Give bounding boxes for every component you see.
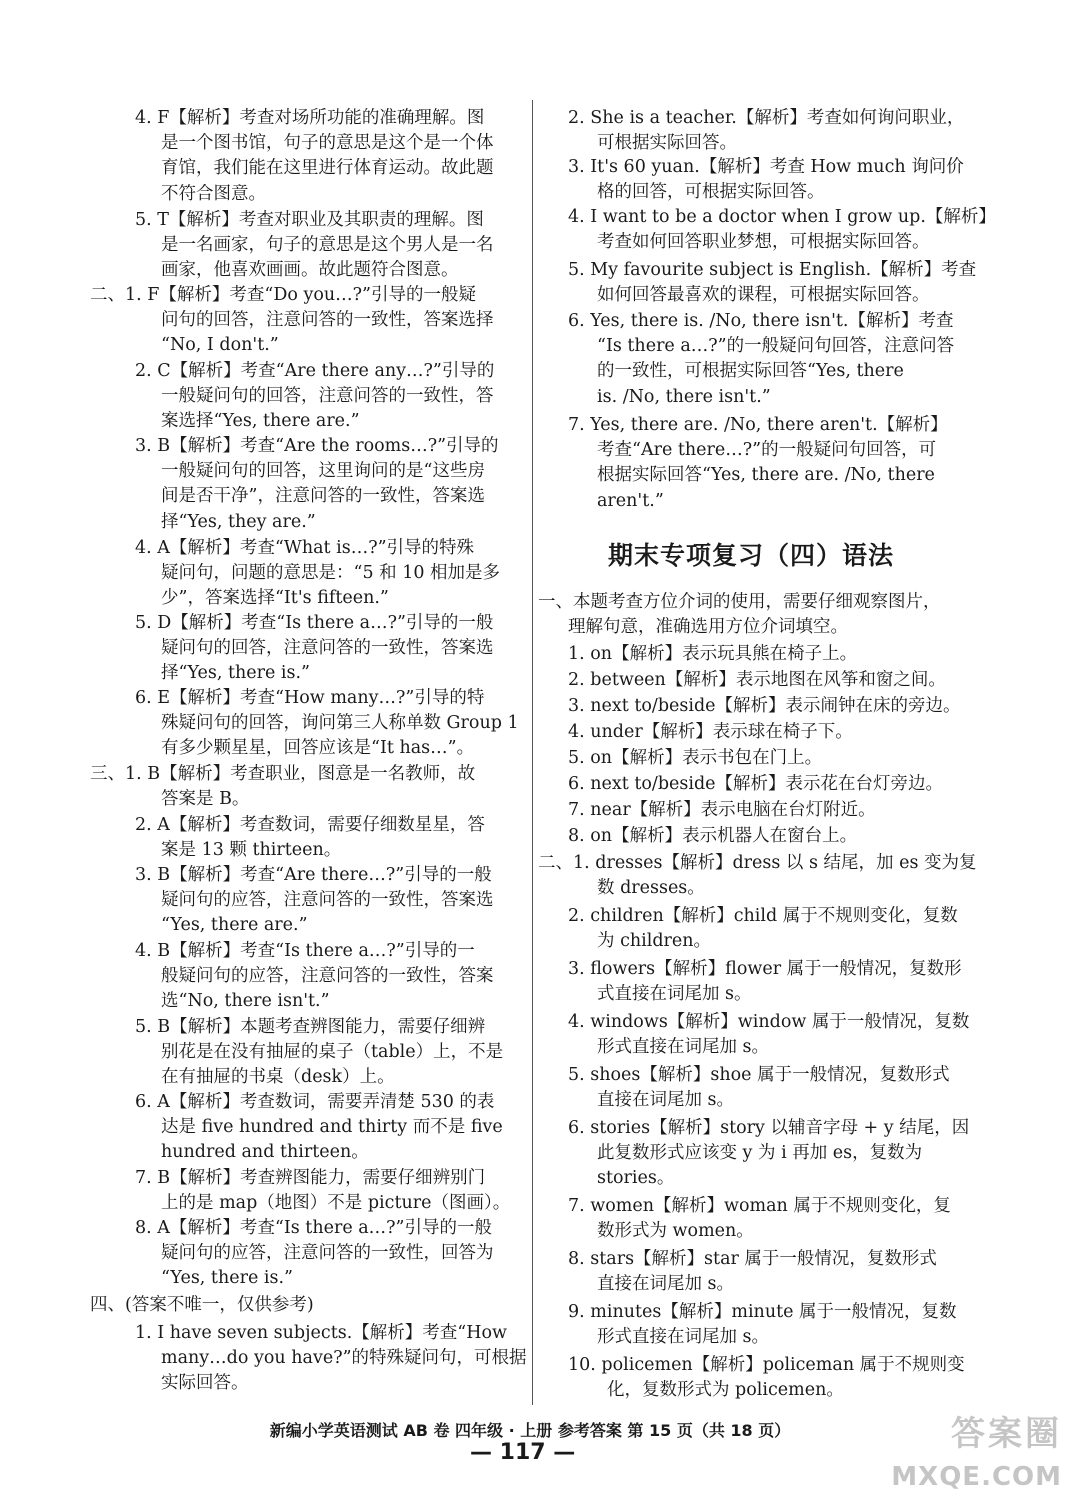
text-line: 4. F【解析】考查对场所功能的准确理解。图 (135, 108, 485, 128)
grammar-answer-item (568, 1063, 950, 1113)
grammar-answer-item (568, 1300, 957, 1350)
answer-item (568, 413, 948, 514)
answer-item (135, 1090, 503, 1166)
grammar-answer-item (568, 798, 876, 823)
text-line: 疑问句的应答，注意问答的一致性，答案选 (161, 890, 494, 911)
text-line: 二、1. F【解析】考查“Do you…?”引导的一般疑 (90, 285, 476, 305)
page-number: — 117 — (470, 1440, 576, 1465)
text-line: 5. D【解析】考查“Is there a…?”引导的一般 (135, 613, 494, 633)
text-line: 根据实际回答“Yes, there are. /No, there (597, 465, 935, 486)
answer-item (568, 258, 976, 308)
text-line: 3. B【解析】考查“Are there…?”引导的一般 (135, 865, 492, 885)
text-line: 育馆，我们能在这里进行体育运动。故此题 (161, 158, 494, 179)
grammar-answer-item (568, 746, 822, 771)
text-line: 疑问句的应答，注意问答的一致性，回答为 (161, 1243, 494, 1264)
grammar-answer-item (568, 1010, 969, 1060)
text-line: 数 dresses。 (597, 878, 705, 899)
text-line: 般疑问句的应答，注意问答的一致性，答案 (161, 966, 494, 987)
text-line: stories。 (597, 1168, 675, 1189)
watermark-text-bottom: MXQE.COM (891, 1462, 1062, 1492)
text-line: 4. under【解析】表示球在椅子下。 (568, 722, 853, 742)
text-line: 4. A【解析】考查“What is…?”引导的特殊 (135, 538, 475, 558)
text-line: “Yes, there are.” (161, 915, 308, 936)
text-line: 6. E【解析】考查“How many…?”引导的特 (135, 688, 485, 708)
grammar-answer-item (538, 851, 977, 901)
column-divider (532, 100, 533, 1405)
text-line: 6. A【解析】考查数词，需要弄清楚 530 的表 (135, 1092, 495, 1112)
text-line: 5. on【解析】表示书包在门上。 (568, 748, 823, 768)
text-line: 形式直接在词尾加 s。 (597, 1037, 770, 1058)
answer-item (135, 1321, 527, 1397)
text-line: 7. women【解析】woman 属于不规则变化，复 (568, 1196, 951, 1216)
answer-item (135, 813, 485, 863)
answer-item (135, 536, 500, 612)
answer-item (135, 208, 494, 284)
text-line: 在有抽屉的书桌（desk）上。 (161, 1067, 395, 1088)
text-line: 3. B【解析】考查“Are the rooms…?”引导的 (135, 436, 499, 456)
answer-item (135, 1015, 503, 1091)
text-line: 格的回答，可根据实际回答。 (597, 182, 825, 203)
text-line: 上的是 map（地图）不是 picture（图画）。 (161, 1193, 511, 1214)
text-line: 式直接在词尾加 s。 (597, 984, 752, 1005)
text-line: 直接在词尾加 s。 (597, 1090, 735, 1111)
text-line: 2. children【解析】child 属于不规则变化，复数 (568, 906, 958, 926)
text-line: 一般疑问句的回答，注意问答的一致性，答 (161, 386, 494, 407)
text-line: 5. B【解析】本题考查辨图能力，需要仔细辨 (135, 1017, 486, 1037)
text-line: 间是否干净”，注意问答的一致性，答案选 (161, 486, 485, 507)
text-line: 7. B【解析】考查辨图能力，需要仔细辨别门 (135, 1168, 486, 1188)
text-line: 如何回答最喜欢的课程，可根据实际回答。 (597, 285, 930, 306)
answer-item (135, 611, 494, 687)
text-line: “Is there a…?”的一般疑问句回答，注意问答 (597, 336, 955, 357)
grammar-answer-item (568, 668, 946, 693)
text-line: 是一个图书馆，句子的意思是这个是一个体 (161, 133, 494, 154)
text-line: 数形式为 women。 (597, 1221, 754, 1242)
text-line: 4. windows【解析】window 属于一般情况，复数 (568, 1012, 970, 1032)
grammar-answer-item (568, 1247, 937, 1297)
text-line: 疑问句的回答，注意问答的一致性，答案选 (161, 638, 494, 659)
answer-item (135, 359, 494, 435)
text-line: aren't.” (597, 490, 664, 511)
watermark-text-top: 答案圈 (951, 1414, 1062, 1454)
text-line: 是一名画家，句子的意思是这个男人是一名 (161, 235, 494, 256)
grammar-answer-item (568, 957, 962, 1007)
text-line: 不符合图意。 (161, 183, 266, 204)
grammar-answer-item (568, 772, 943, 797)
grammar-answer-item (568, 1353, 965, 1403)
text-line: hundred and thirteen。 (161, 1142, 369, 1163)
text-line: 画家，他喜欢画画。故此题符合图意。 (161, 260, 459, 281)
text-line: 此复数形式应该变 y 为 i 再加 es，复数为 (597, 1143, 923, 1164)
text-line: 择“Yes, they are.” (161, 511, 316, 532)
text-line: 案选择“Yes, there are.” (161, 411, 360, 432)
answer-item (568, 205, 996, 255)
text-line: “No, I don't.” (161, 335, 279, 356)
text-line: 4. I want to be a doctor when I grow up.【解析】 (568, 207, 996, 227)
text-line: 为 children。 (597, 931, 712, 952)
text-line: 考查如何回答职业梦想，可根据实际回答。 (597, 232, 930, 253)
answer-item (135, 939, 494, 1015)
text-line: 5. My favourite subject is English.【解析】考查 (568, 260, 977, 280)
text-line: 6. next to/beside【解析】表示花在台灯旁边。 (568, 774, 944, 794)
text-line: 2. C【解析】考查“Are there any…?”引导的 (135, 361, 495, 381)
text-line: 的一致性，可根据实际回答“Yes, there (597, 361, 904, 382)
answer-item (568, 106, 964, 156)
answer-item (135, 1216, 494, 1292)
answer-item (90, 1293, 314, 1318)
grammar-answer-item (568, 642, 857, 667)
text-line: 择“Yes, there is.” (161, 663, 310, 684)
text-line: 一、本题考查方位介词的使用，需要仔细观察图片， (538, 592, 941, 612)
text-line: 2. She is a teacher.【解析】考查如何询问职业， (568, 108, 965, 128)
answer-item (568, 155, 964, 205)
grammar-answer-item (538, 590, 941, 640)
text-line: 3. It's 60 yuan.【解析】考查 How much 询问价 (568, 157, 964, 177)
page-footer: 新编小学英语测试 AB 卷 四年级 · 上册 参考答案 第 15 页（共 18 页） (269, 1421, 791, 1440)
text-line: 3. flowers【解析】flower 属于一般情况，复数形 (568, 959, 962, 979)
text-line: 问句的回答，注意问答的一致性，答案选择 (161, 310, 494, 331)
text-line: 4. B【解析】考查“Is there a…?”引导的一 (135, 941, 475, 961)
answer-item (135, 686, 519, 762)
text-line: 实际回答。 (161, 1373, 249, 1394)
text-line: 答案是 B。 (161, 789, 250, 810)
text-line: 2. between【解析】表示地图在风筝和窗之间。 (568, 670, 946, 690)
grammar-answer-item (568, 824, 857, 849)
text-line: 8. on【解析】表示机器人在窗台上。 (568, 826, 858, 846)
text-line: 7. Yes, there are. /No, there aren't.【解析】 (568, 415, 948, 435)
grammar-answer-item (568, 720, 853, 745)
text-line: 可根据实际回答。 (597, 133, 737, 154)
text-line: 5. T【解析】考查对职业及其职责的理解。图 (135, 210, 484, 230)
answer-item (135, 434, 499, 535)
text-line: 殊疑问句的回答，询问第三人称单数 Group 1 (161, 713, 519, 734)
text-line: 考查“Are there…?”的一般疑问句回答，可 (597, 440, 937, 461)
text-line: 选“No, there isn't.” (161, 991, 330, 1012)
text-line: “Yes, there is.” (161, 1268, 293, 1289)
answer-item (90, 283, 494, 359)
text-line: 6. stories【解析】story 以辅音字母 + y 结尾，因 (568, 1118, 970, 1138)
text-line: 达是 five hundred and thirty 而不是 five (161, 1117, 503, 1138)
text-line: 直接在词尾加 s。 (597, 1274, 735, 1295)
text-line: 3. next to/beside【解析】表示闹钟在床的旁边。 (568, 696, 961, 716)
text-line: 1. I have seven subjects.【解析】考查“How (135, 1323, 507, 1343)
text-line: 1. on【解析】表示玩具熊在椅子上。 (568, 644, 858, 664)
watermark-logo (868, 1406, 1068, 1492)
text-line: 三、1. B【解析】考查职业，图意是一名教师，故 (90, 764, 476, 784)
text-line: 二、1. dresses【解析】dress 以 s 结尾，加 es 变为复 (538, 853, 977, 873)
grammar-answer-item (568, 694, 961, 719)
text-line: 理解句意，准确选用方位介词填空。 (568, 617, 848, 638)
answer-item (135, 1166, 510, 1216)
text-line: 疑问句，问题的意思是：“5 和 10 相加是多 (161, 563, 501, 584)
grammar-answer-item (568, 1194, 951, 1244)
text-line: 形式直接在词尾加 s。 (597, 1327, 770, 1348)
text-line: 10. policemen【解析】policeman 属于不规则变 (568, 1355, 965, 1375)
answer-item (568, 309, 954, 410)
grammar-answer-item (568, 904, 958, 954)
answer-item (135, 106, 494, 207)
answer-item (90, 762, 475, 812)
text-line: 化，复数形式为 policemen。 (607, 1380, 844, 1401)
text-line: is. /No, there isn't.” (597, 386, 771, 407)
text-line: 一般疑问句的回答，这里询问的是“这些房 (161, 461, 485, 482)
text-line: 少”，答案选择“It's fifteen.” (161, 588, 389, 609)
answer-item (135, 863, 494, 939)
text-line: 6. Yes, there is. /No, there isn't.【解析】考查 (568, 311, 954, 331)
section-title: 期末专项复习（四）语法 (608, 541, 895, 570)
text-line: 8. A【解析】考查“Is there a…?”引导的一般 (135, 1218, 493, 1238)
text-line: 8. stars【解析】star 属于一般情况，复数形式 (568, 1249, 937, 1269)
text-line: 9. minutes【解析】minute 属于一般情况，复数 (568, 1302, 957, 1322)
text-line: 7. near【解析】表示电脑在台灯附近。 (568, 800, 876, 820)
text-line: 四、(答案不唯一，仅供参考) (90, 1295, 314, 1315)
text-line: many…do you have?”的特殊疑问句，可根据 (161, 1348, 527, 1369)
grammar-answer-item (568, 1116, 969, 1192)
text-line: 有多少颗星星，回答应该是“It has…”。 (161, 738, 475, 759)
text-line: 别花是在没有抽屉的桌子（table）上，不是 (161, 1042, 504, 1063)
text-line: 案是 13 颗 thirteen。 (161, 840, 342, 861)
text-line: 5. shoes【解析】shoe 属于一般情况，复数形式 (568, 1065, 950, 1085)
text-line: 2. A【解析】考查数词，需要仔细数星星，答 (135, 815, 485, 835)
